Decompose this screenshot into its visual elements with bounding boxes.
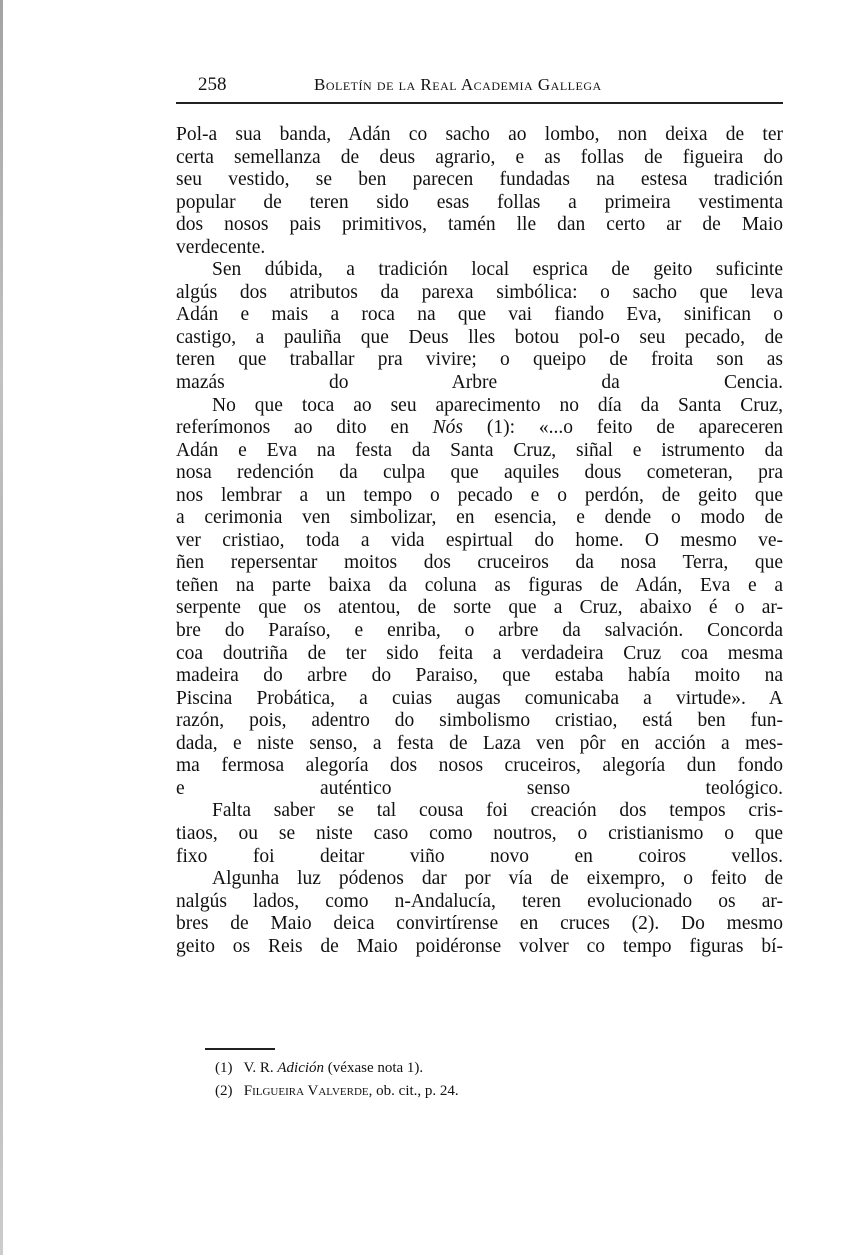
text-line: [176, 778, 783, 801]
line-text: ma fermosa alegoría dos nosos cruceiros, alegoría dun fondo: [176, 755, 783, 777]
line-text: nos lembrar a un tempo o pecado e o perdón, de geito que: [176, 484, 783, 506]
text-line: [176, 846, 783, 869]
line-text: (1): «...o feito de apareceren: [463, 417, 783, 439]
text-line: [176, 868, 783, 891]
line-text: mazás do Arbre da Cencia.: [176, 372, 783, 394]
journal-title: Boletín de la Real Academia Gallega: [314, 75, 602, 94]
line-text: teñen na parte baixa da coluna as figuras de Adán, Eva e a: [176, 574, 783, 596]
header-rule: [176, 102, 783, 104]
text-line: [176, 823, 783, 846]
text-line: [176, 395, 783, 418]
text-line: [176, 643, 783, 666]
line-text: Algunha luz pódenos dar por vía de eixempro, o feito de: [212, 868, 783, 890]
line-text: nalgús lados, como n-Andalucía, teren evolucionado os ar-: [176, 890, 783, 912]
line-text: Sen dúbida, a tradición local esprica de geito suficinte: [212, 259, 783, 281]
text-line: [176, 237, 783, 260]
text-line: [176, 575, 783, 598]
text-line: [176, 372, 783, 395]
text-line: [176, 440, 783, 463]
line-text: Adán e Eva na festa da Santa Cruz, siñal e istrumento da: [176, 439, 783, 461]
paragraph: [176, 800, 783, 868]
text-line: [176, 147, 783, 170]
text-line: [176, 688, 783, 711]
line-text: serpente que os atentou, de sorte que a Cruz, abaixo é o ar-: [176, 597, 783, 619]
line-text: Adán e mais a roca na que vai fiando Eva, sinifican o: [176, 304, 783, 326]
line-text: coa doutriña de ter sido feita a verdadeira Cruz coa mesma: [176, 642, 783, 664]
text-line: [176, 214, 783, 237]
line-text: verdecente.: [176, 236, 266, 258]
text-line: [176, 169, 783, 192]
text-line: [176, 733, 783, 756]
italic-title: Nós: [432, 417, 464, 439]
text-line: [176, 755, 783, 778]
text-line: [176, 552, 783, 575]
line-text: a cerimonia ven simbolizar, en esencia, e dende o modo de: [176, 507, 783, 529]
line-text: bre do Paraíso, e enriba, o arbre da salvación. Concorda: [176, 620, 783, 642]
footnote-italic: Adición: [277, 1060, 325, 1076]
line-text: No que toca ao seu aparecimento no día da Santa Cruz,: [212, 394, 783, 416]
footnote-number: (2): [215, 1083, 233, 1099]
text-line: [176, 485, 783, 508]
line-text: ver cristiao, toda a vida espirtual do home. O mesmo ve-: [176, 529, 783, 551]
text-line: [176, 530, 783, 553]
text-line: [176, 597, 783, 620]
text-line: [176, 507, 783, 530]
text-line: [176, 913, 783, 936]
text-line: [176, 462, 783, 485]
paragraph: [176, 395, 783, 801]
footnote-1: [215, 1060, 423, 1077]
text-line: [176, 620, 783, 643]
text-line: [176, 259, 783, 282]
text-line: [176, 710, 783, 733]
line-text: fixo foi deitar viño novo en coiros vellos.: [176, 845, 783, 867]
line-text: teren que traballar pra vivire; o queipo de froita son as: [176, 349, 783, 371]
text-line: [176, 349, 783, 372]
text-line: [176, 936, 783, 959]
line-text: algús dos atributos da parexa simbólica: o sacho que leva: [176, 281, 783, 303]
paragraph: [176, 259, 783, 394]
line-text: razón, pois, adentro do simbolismo cristiao, está ben fun-: [176, 710, 783, 732]
footnote-text: , ob. cit., p. 24.: [368, 1083, 459, 1099]
page-number: 258: [198, 74, 227, 95]
footnote-number: (1): [215, 1060, 233, 1076]
line-text: ñen repersentar moitos dos cruceiros da nosa Terra, que: [176, 552, 783, 574]
line-text: e auténtico senso teológico.: [176, 777, 783, 799]
text-line: [176, 327, 783, 350]
line-text: tiaos, ou se niste caso como noutros, o cristianismo o que: [176, 822, 783, 844]
line-text: nosa redención da culpa que aquiles dous cometeran, pra: [176, 462, 783, 484]
line-text: referímonos ao dito en: [176, 417, 433, 439]
scan-binding-edge: [0, 0, 3, 1255]
line-text: Falta saber se tal cousa foi creación dos tempos cris-: [212, 800, 783, 822]
text-line: [176, 124, 783, 147]
body-text: [176, 124, 783, 958]
footnote-author: Filgueira Valverde: [243, 1083, 369, 1099]
text-line: [176, 891, 783, 914]
text-line: [176, 417, 783, 440]
text-line: [176, 800, 783, 823]
text-line: [176, 282, 783, 305]
text-line: [176, 665, 783, 688]
line-text: madeira do arbre do Paraiso, que estaba había moito na: [176, 665, 783, 687]
running-header: [176, 74, 783, 98]
line-text: bres de Maio deica convirtírense en cruces (2). Do mesmo: [176, 913, 783, 935]
footnote-2: [215, 1083, 459, 1100]
line-text: Piscina Probática, a cuias augas comunicaba a virtude». A: [176, 687, 783, 709]
footnote-text: V. R.: [243, 1060, 278, 1076]
line-text: certa semellanza de deus agrario, e as follas de figueira do: [176, 146, 783, 168]
footnote-text: (véxase nota 1).: [324, 1060, 424, 1076]
text-line: [176, 192, 783, 215]
line-text: Pol-a sua banda, Adán co sacho ao lombo, non deixa de ter: [176, 124, 783, 145]
line-text: dos nosos pais primitivos, tamén lle dan certo ar de Maio: [176, 214, 783, 236]
footnote-rule: [205, 1048, 275, 1050]
line-text: geito os Reis de Maio poidéronse volver co tempo figuras bí-: [176, 935, 783, 957]
text-line: [176, 304, 783, 327]
line-text: dada, e niste senso, a festa de Laza ven pôr en acción a mes-: [176, 732, 783, 754]
line-text: popular de teren sido esas follas a primeira vestimenta: [176, 191, 783, 213]
line-text: seu vestido, se ben parecen fundadas na estesa tradición: [176, 169, 783, 191]
paragraph: [176, 124, 783, 259]
line-text: castigo, a pauliña que Deus lles botou pol-o seu pecado, de: [176, 326, 783, 348]
paragraph: [176, 868, 783, 958]
